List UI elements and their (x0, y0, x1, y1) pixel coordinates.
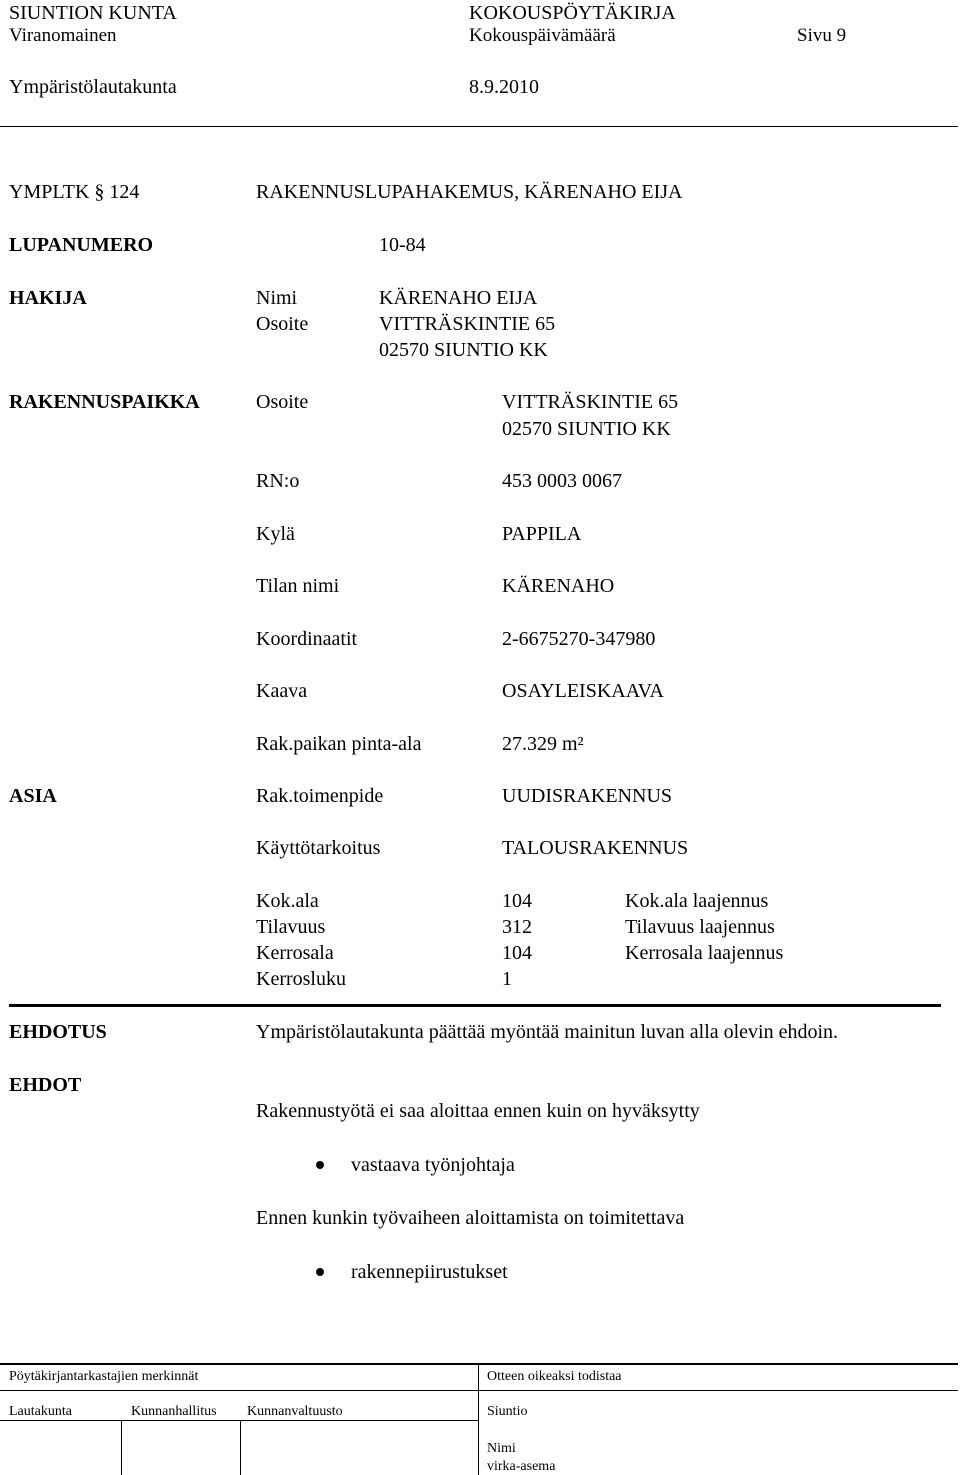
site-row-value: PAPPILA (502, 523, 582, 545)
council-label: Kunnanvaltuusto (247, 1404, 343, 1419)
case-title: RAKENNUSLUPAHAKEMUS, KÄRENAHO EIJA (256, 181, 683, 203)
site-row-value: 2-6675270-347980 (502, 628, 656, 650)
applicant-address-label: Osoite (256, 313, 309, 335)
footer-divider (0, 1363, 958, 1365)
bullet-icon (316, 1161, 324, 1169)
government-label: Kunnanhallitus (131, 1404, 217, 1419)
site-address-line2: 02570 SIUNTIO KK (502, 418, 671, 440)
site-row-label: Koordinaatit (256, 628, 358, 650)
checkers-label: Pöytäkirjantarkastajien merkinnät (9, 1369, 199, 1384)
metric-extension-label: Tilavuus laajennus (625, 916, 775, 938)
metric-extension-label: Kerrosala laajennus (625, 942, 784, 964)
footer-box-divider (121, 1420, 122, 1475)
footer-row-divider (0, 1390, 958, 1391)
proposal-label: EHDOTUS (9, 1021, 107, 1043)
applicant-name: KÄRENAHO EIJA (379, 287, 538, 309)
footer-box-divider (240, 1420, 241, 1475)
date-label: Kokouspäivämäärä (469, 25, 616, 46)
board-label: Lautakunta (9, 1404, 72, 1419)
action-value: UUDISRAKENNUS (502, 785, 673, 807)
matter-label: ASIA (9, 785, 57, 807)
footer-column-divider (478, 1365, 479, 1475)
page-number: Sivu 9 (797, 25, 847, 46)
section-divider (9, 1004, 941, 1007)
applicant-label: HAKIJA (9, 287, 87, 309)
conditions-label: EHDOT (9, 1074, 82, 1096)
site-row-label: RN:o (256, 470, 300, 492)
site-row-label: Tilan nimi (256, 575, 340, 597)
proposal-text: Ympäristölautakunta päättää myöntää mainitun luvan alla olevin ehdoin. (256, 1021, 839, 1043)
site-address-label: Osoite (256, 391, 309, 413)
metric-extension-label: Kok.ala laajennus (625, 890, 769, 912)
place-label: Siuntio (487, 1404, 528, 1419)
metric-label: Kerrosala (256, 942, 334, 964)
footer-signature-divider (0, 1420, 478, 1421)
use-value: TALOUSRAKENNUS (502, 837, 689, 859)
case-code: YMPLTK § 124 (9, 181, 140, 203)
metric-label: Kerrosluku (256, 968, 346, 990)
site-row-value: OSAYLEISKAAVA (502, 680, 664, 702)
signer-name-label: Nimi (487, 1441, 516, 1456)
condition-intro: Rakennustyötä ei saa aloittaa ennen kuin on hyväksytty (256, 1100, 700, 1122)
applicant-address-line1: VITTRÄSKINTIE 65 (379, 313, 556, 335)
certified-label: Otteen oikeaksi todistaa (487, 1369, 622, 1384)
action-label: Rak.toimenpide (256, 785, 384, 807)
condition-item: rakennepiirustukset (351, 1261, 508, 1283)
applicant-name-label: Nimi (256, 287, 298, 309)
org-name: SIUNTION KUNTA (9, 2, 177, 24)
applicant-address-line2: 02570 SIUNTIO KK (379, 339, 548, 361)
metric-label: Kok.ala (256, 890, 319, 912)
site-row-value: 27.329 m² (502, 733, 584, 755)
permit-number: 10-84 (379, 234, 426, 256)
site-row-label: Kylä (256, 523, 295, 545)
site-label: RAKENNUSPAIKKA (9, 391, 200, 413)
permit-label: LUPANUMERO (9, 234, 154, 256)
metric-value: 312 (502, 916, 532, 938)
condition-intro: Ennen kunkin työvaiheen aloittamista on toimitettava (256, 1207, 685, 1229)
site-row-label: Rak.paikan pinta-ala (256, 733, 422, 755)
use-label: Käyttötarkoitus (256, 837, 381, 859)
document-type: KOKOUSPÖYTÄKIRJA (469, 2, 676, 24)
authority-label: Viranomainen (9, 25, 117, 46)
site-row-label: Kaava (256, 680, 308, 702)
meeting-date: 8.9.2010 (469, 76, 539, 98)
signer-title-label: virka-asema (487, 1459, 556, 1474)
metric-value: 104 (502, 942, 532, 964)
site-address-line1: VITTRÄSKINTIE 65 (502, 391, 679, 413)
condition-item: vastaava työnjohtaja (351, 1154, 515, 1176)
authority: Ympäristölautakunta (9, 76, 177, 98)
header-divider (0, 126, 958, 127)
metric-value: 1 (502, 968, 512, 990)
site-row-value: 453 0003 0067 (502, 470, 622, 492)
metric-label: Tilavuus (256, 916, 326, 938)
site-row-value: KÄRENAHO (502, 575, 615, 597)
metric-value: 104 (502, 890, 532, 912)
bullet-icon (316, 1268, 324, 1276)
